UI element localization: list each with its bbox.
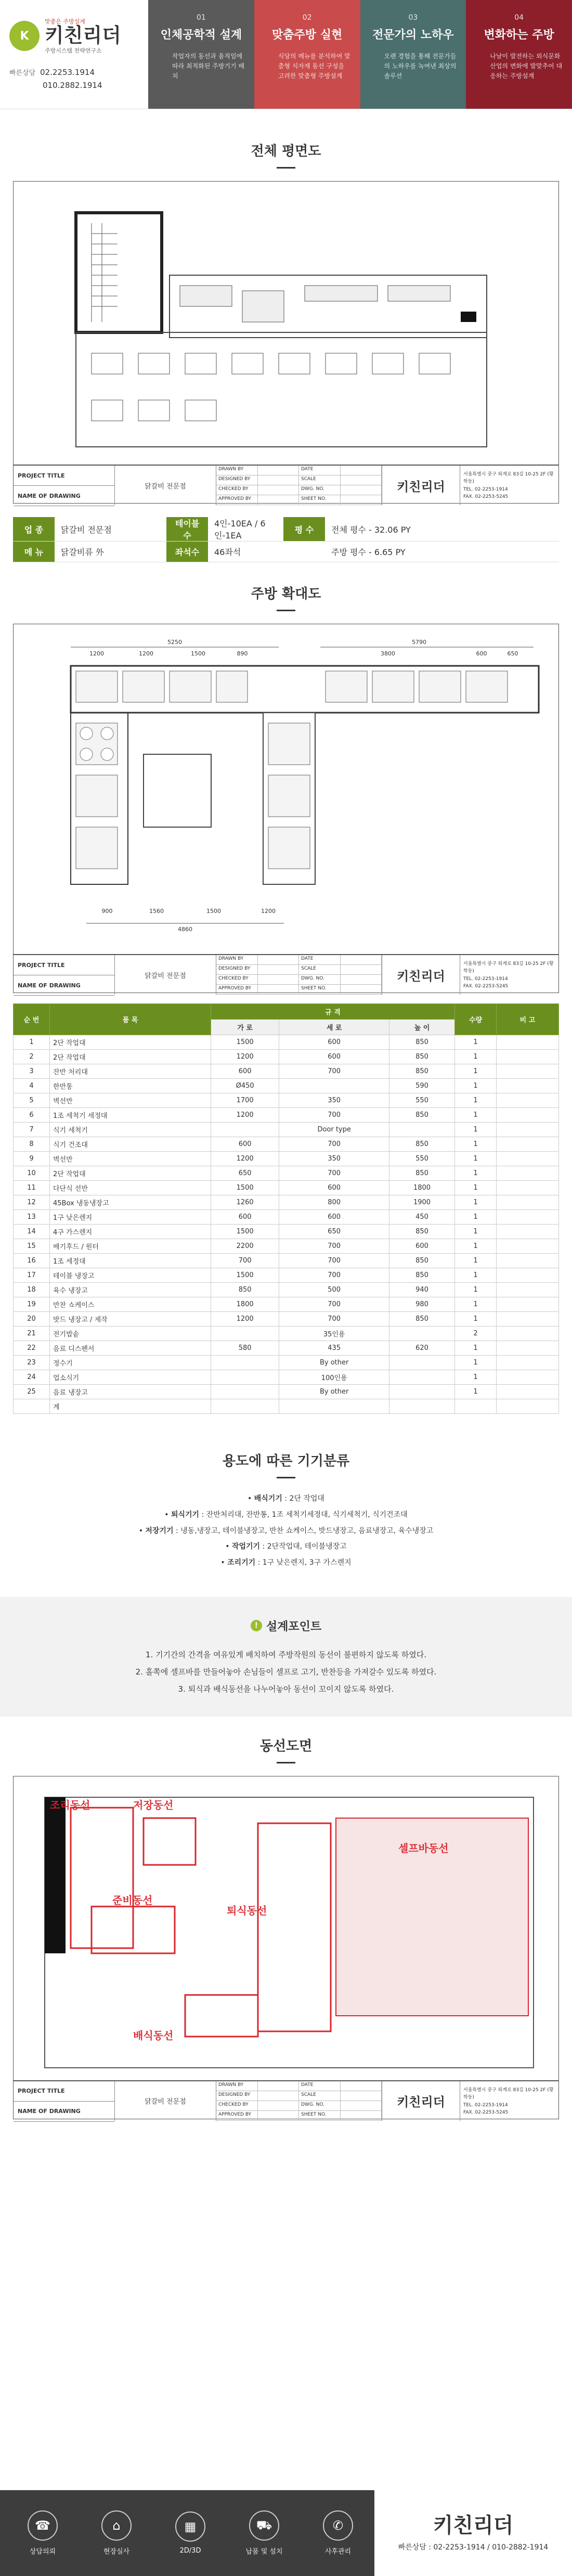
svg-text:1200: 1200 [89, 650, 104, 657]
svg-text:1560: 1560 [149, 908, 164, 915]
feature-card-4: 04 변화하는 주방 나날이 발전하는 외식문화 산업의 변화에 발맞추어 대응하는 주방설계 [466, 0, 572, 109]
table-row: 8 식기 건조대 600 700 850 1 [14, 1137, 559, 1152]
feature-card-2: 02 맞춤주방 실현 식당의 메뉴를 분석하여 맞춤형 식자재 동선 구성을 고려한 맞춤형 주방설계 [254, 0, 360, 109]
equipment-spec-table: 순 번 품 목 규 격 수량 비 고 가 로 세 로 높 이 1 2단 작업대 1500 600 850 1 2 2단 작업대 1200 600 850 1 3 잔반 처리대 600 700 850 1 4 한반통 Ø450 590 1 5 벽선반 1700 350 550 1 6 1조 세척기 세정대 1200 700 850 1 7 식기 세척기 Door type 1 8 식기 건조대 600 700 850 1 9 벽선반 1200 350 550 1 10 2단 작업대 650 700 850 1 11 다단식 선반 1500 600 1800 1 12 45Box 냉동냉장고 1260 800 1900 1 13 1구 낮은렌지 600 600 450 1 14 4구 가스렌지 1500 650 850 1 15 배기후드 / 원터 2200 700 600 1 16 1조 세정대 700 700 850 1 17 테이블 냉장고 1500 700 850 1 18 육수 냉장고 850 500 940 1 19 반찬 쇼케이스 1800 700 980 1 20 밧드 냉장고 / 제작 1200 700 850 1 21 전기밥솥 35인용 2 22 음료 디스펜서 580 435 620 1 23 정수기 By other 1 24 업소식기 100인용 1 25 음료 냉장고 By other 1 계 [13, 1003, 559, 1414]
title-block: PROJECT TITLE NAME OF DRAWING 닭갈비 전문점 DRAWN BY DATE DESIGNED BY SCALE CHECKED BY DWG. NO. APPROVED BY SHEET NO. 키친리더 서울특별시 중구 퇴계로 83길 10-25 2F (황학동) TEL. 02-2253-1914 FAX. 02-2253-5245 [14, 465, 558, 505]
table-row: 25 음료 냉장고 By other 1 [14, 1385, 559, 1399]
usage-list [0, 1491, 572, 1571]
footer-design-button[interactable]: ▦ 2D/3D [154, 2490, 227, 2576]
brand-block [0, 0, 148, 109]
title-underline [277, 1477, 295, 1478]
spec-table-body [14, 1035, 559, 1414]
truck-icon: ⛟ [249, 2510, 279, 2541]
table-row: 19 반찬 쇼케이스 1800 700 980 1 [14, 1297, 559, 1312]
logo-icon: K [9, 21, 40, 51]
flow-label-prep: 준비동선 [112, 1894, 153, 1907]
footer [0, 2490, 572, 2576]
building-icon: ⌂ [101, 2510, 132, 2541]
floor-plan-drawing [13, 181, 559, 504]
table-row: 12 45Box 냉동냉장고 1260 800 1900 1 [14, 1195, 559, 1210]
table-row: 17 테이블 냉장고 1500 700 850 1 [14, 1268, 559, 1283]
footer-logo: 키친리더 [433, 2513, 514, 2538]
table-row: 9 벽선반 1200 350 550 1 [14, 1152, 559, 1166]
feature-card-1: 01 인체공학적 설계 작업자의 동선과 움직임에 따라 최적화된 주방기기 배치 [148, 0, 254, 109]
title-underline [277, 610, 295, 611]
svg-text:890: 890 [237, 650, 248, 657]
usage-item: • 퇴식기기 : 잔반처리대, 잔반통, 1조 세척기세정대, 식기세척기, 식기건조대 [164, 1510, 408, 1519]
table-row: 18 육수 냉장고 850 500 940 1 [14, 1283, 559, 1297]
header [0, 0, 572, 109]
feature-card-3: 03 전문가의 노하우 오랜 경험을 통해 전문가들의 노하우를 녹여낸 최상의 솔루션 [360, 0, 466, 109]
blueprint-icon: ▦ [175, 2511, 205, 2542]
logo-subtitle: 주방시스템 전략연구소 [45, 47, 102, 55]
table-row: 10 2단 작업대 650 700 850 1 [14, 1166, 559, 1181]
table-row: 4 한반통 Ø450 590 1 [14, 1079, 559, 1093]
table-row: 13 1구 낮은렌지 600 600 450 1 [14, 1210, 559, 1225]
svg-text:1500: 1500 [206, 908, 221, 915]
logo-tagline: 맛좋은 주방설계 [45, 18, 85, 25]
svg-text:600: 600 [476, 650, 487, 657]
dim-top-left: 5250 [167, 639, 182, 646]
titleblock-address: 서울특별시 중구 퇴계로 83길 10-25 2F (황학동) TEL. 02-2253-1914 FAX. 02-2253-5245 [460, 466, 558, 505]
svg-text:1200: 1200 [139, 650, 153, 657]
flow-label-storage: 저장동선 [133, 1798, 174, 1811]
usage-item: • 작업기기 : 2단작업대, 테이블냉장고 [225, 1542, 347, 1551]
table-row: 5 벽선반 1700 350 550 1 [14, 1093, 559, 1108]
table-row: 1 2단 작업대 1500 600 850 1 [14, 1035, 559, 1050]
section-title-usage: 용도에 따른 기기분류 [222, 1453, 350, 1469]
section-title-kitchen: 주방 확대도 [251, 586, 321, 602]
footer-contact[interactable]: 빠른상담 : 02-2253-1914 / 010-2882-1914 [398, 2543, 549, 2552]
table-row: 24 업소식기 100인용 1 [14, 1370, 559, 1385]
title-underline [277, 167, 295, 169]
flow-label-cook: 조리동선 [50, 1798, 90, 1811]
footer-aftercare-button[interactable]: ✆ 사후관리 [302, 2490, 374, 2576]
usage-item: • 저장기기 : 냉동,냉장고, 테이블냉장고, 반찬 쇼케이스, 밧드냉장고, 음료냉장고, 육수냉장고 [138, 1526, 434, 1535]
title-block: PROJECT TITLE NAME OF DRAWING 닭갈비 전문점 DRAWN BY DATE DESIGNED BY SCALE CHECKED BY DWG. NO. APPROVED BY SHEET NO. 키친리더 서울특별시 중구 퇴계로 83길 10-25 2F (황학동) TEL. 02-2253-1914 FAX. 02-2253-5245 [14, 954, 558, 995]
table-row: 22 음료 디스펜서 580 435 620 1 [14, 1341, 559, 1356]
footer-survey-button[interactable]: ⌂ 현장실사 [80, 2490, 153, 2576]
design-point-list [0, 1646, 572, 1698]
svg-text:650: 650 [507, 650, 518, 657]
point-item: 3. 퇴식과 배식동선을 나누어놓아 동선이 꼬이지 않도록 하였다. [178, 1684, 394, 1694]
support-icon: ✆ [323, 2510, 353, 2541]
usage-item: • 배식기기 : 2단 작업대 [248, 1495, 324, 1503]
project-name: 닭갈비 전문점 [115, 466, 216, 505]
section-title-flow: 동선도면 [259, 1738, 313, 1754]
table-row: 16 1조 세정대 700 700 850 1 [14, 1254, 559, 1268]
table-row: 2 2단 작업대 1200 600 850 1 [14, 1050, 559, 1064]
contact-info: 빠른상담 02.2253.1914 010.2882.1914 [9, 68, 102, 90]
table-row: 23 정수기 By other 1 [14, 1356, 559, 1370]
table-row: 14 4구 가스렌지 1500 650 850 1 [14, 1225, 559, 1239]
point-item: 1. 기기간의 간격을 여유있게 배치하여 주방작원의 동선이 불편하지 않도록 하였다. [145, 1650, 427, 1659]
point-item: 2. 홀쪽에 셀프바를 만들어놓아 손님들이 셀프로 고기, 반찬등을 가져갈수 있도록 하였다. [135, 1667, 437, 1677]
logo-name: 키친리더 [45, 24, 121, 47]
svg-text:900: 900 [101, 908, 113, 915]
svg-text:1200: 1200 [261, 908, 276, 915]
usage-item: • 조리기기 : 1구 낮은렌지, 3구 가스렌지 [220, 1559, 352, 1567]
table-row: 11 다단식 선반 1500 600 1800 1 [14, 1181, 559, 1195]
store-info-table: 업 종 닭갈비 전문점 테이블수 4인-10EA / 6인-1EA 평 수 전체 평수 - 32.06 PY 메 뉴 닭갈비류 外 좌석수 46좌석 주방 평수 - 6.65 PY [13, 517, 559, 562]
phone-mobile[interactable]: 010.2882.1914 [43, 80, 102, 90]
table-row: 15 배기후드 / 원터 2200 700 600 1 [14, 1239, 559, 1254]
phone-icon: ☎ [28, 2510, 58, 2541]
design-point-title: ! 설계포인트 [251, 1618, 321, 1634]
kitchen-drawing [13, 624, 559, 993]
title-block: PROJECT TITLE NAME OF DRAWING 닭갈비 전문점 DRAWN BY DATE DESIGNED BY SCALE CHECKED BY DWG. NO. APPROVED BY SHEET NO. 키친리더 서울특별시 중구 퇴계로 83길 10-25 2F (황학동) TEL. 02-2253-1914 FAX. 02-2253-5245 [14, 2080, 558, 2121]
table-row: 20 밧드 냉장고 / 제작 1200 700 850 1 [14, 1312, 559, 1326]
info-icon: ! [251, 1620, 262, 1631]
floor-plan-svg [14, 182, 558, 462]
flow-label-selfbar: 셀프바동선 [398, 1841, 449, 1854]
footer-delivery-button[interactable]: ⛟ 납품 및 설치 [228, 2490, 301, 2576]
section-title-plan: 전체 평면도 [251, 144, 321, 159]
footer-consult-button[interactable]: ☎ 상담의뢰 [6, 2490, 79, 2576]
dim-top-right: 5790 [412, 639, 426, 646]
dim-bottom-total: 4860 [178, 926, 192, 933]
svg-text:3800: 3800 [381, 650, 395, 657]
flow-label-return: 퇴식동선 [227, 1904, 267, 1917]
table-row: 7 식기 세척기 Door type 1 [14, 1123, 559, 1137]
titleblock-logo: 키친리더 [382, 466, 460, 505]
table-row: 3 잔반 처리대 600 700 850 1 [14, 1064, 559, 1079]
phone-primary[interactable]: 02.2253.1914 [40, 68, 95, 78]
table-row: 21 전기밥솥 35인용 2 [14, 1326, 559, 1341]
table-row: 6 1조 세척기 세정대 1200 700 850 1 [14, 1108, 559, 1123]
flow-label-serve: 배식동선 [133, 2029, 174, 2042]
design-point-band [0, 1597, 572, 1717]
flow-drawing [13, 1776, 559, 2119]
svg-text:1500: 1500 [191, 650, 205, 657]
footer-brand [374, 2490, 572, 2576]
kitchen-plan-svg [14, 624, 558, 952]
title-underline [277, 1762, 295, 1763]
flow-plan-svg [14, 1776, 558, 2078]
table-row: 계 [14, 1399, 559, 1414]
